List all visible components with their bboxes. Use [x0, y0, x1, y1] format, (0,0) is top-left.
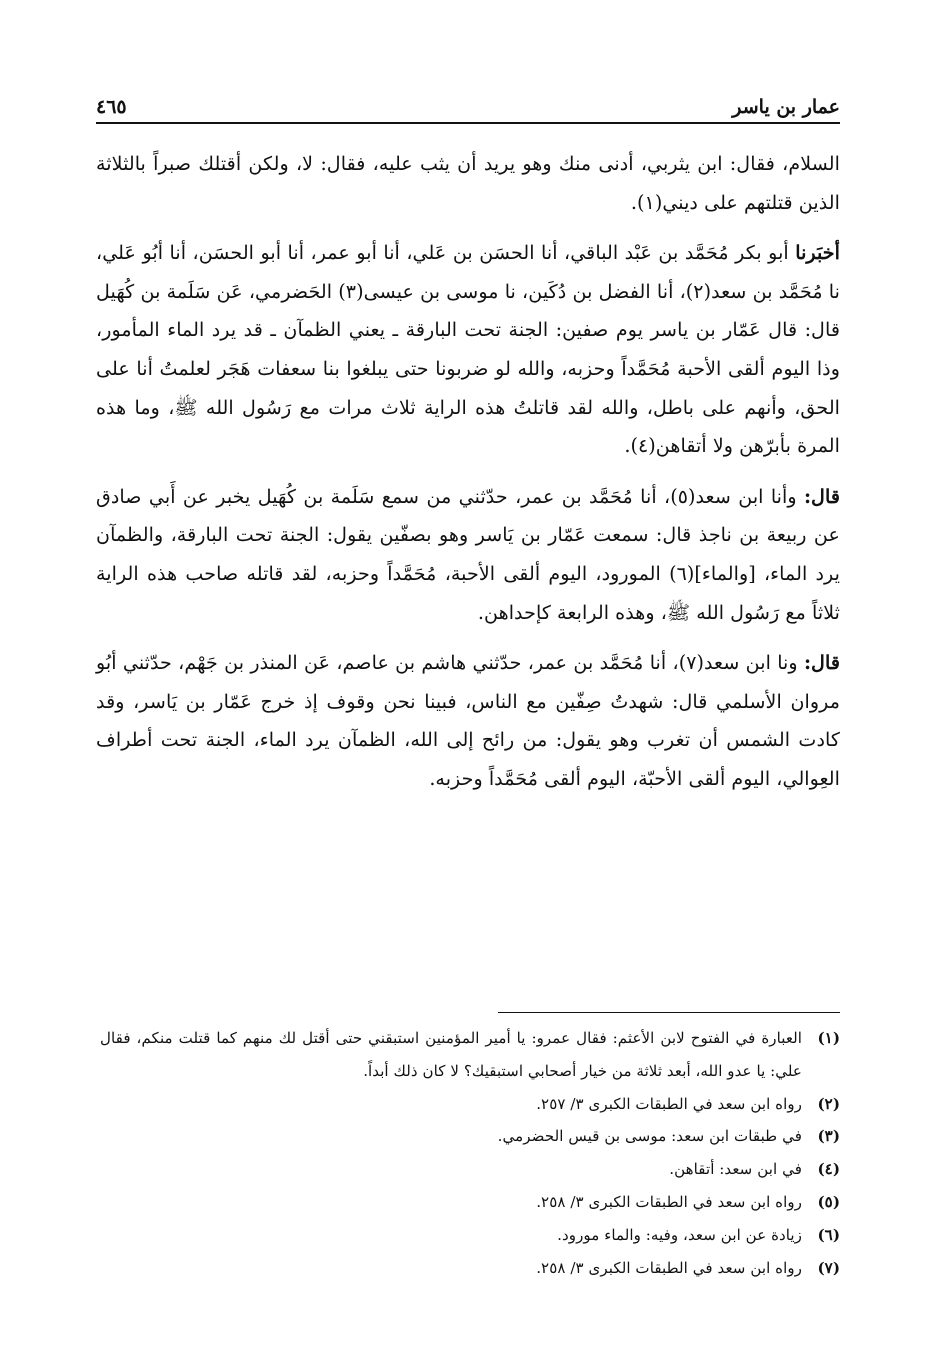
footnote-number: (٤): [817, 1160, 840, 1179]
footnote-text: في ابن سعد: أتقاهن.: [669, 1160, 802, 1179]
footnote-text: رواه ابن سعد في الطبقات الكبرى ٣/ ٢٥٨.: [536, 1258, 802, 1277]
paragraph-2: [96, 234, 840, 466]
paragraph-lead: قال:: [803, 651, 840, 675]
footnote-text: العبارة في الفتوح لابن الأعثم: فقال عمرو: يا أمير المؤمنين استبقني حتى أقتل لك منهم كما قتلت منكم، فقال علي: يا عدو الله، أبعد ثلاثة من خيار أصحابي استبقيك؟ لا كان ذلك أبداً.: [100, 1029, 802, 1080]
paragraph-lead: قال:: [803, 484, 841, 508]
footnote-text: رواه ابن سعد في الطبقات الكبرى ٣/ ٢٥٧.: [536, 1094, 802, 1113]
footnote-text: رواه ابن سعد في الطبقات الكبرى ٣/ ٢٥٨.: [536, 1192, 802, 1211]
paragraph-3: [96, 478, 840, 632]
main-text: [96, 145, 840, 811]
footnote-number: (٣): [817, 1127, 840, 1146]
footnote-3: [100, 1120, 840, 1153]
paragraph-4: [96, 644, 840, 798]
footnotes: [100, 1022, 840, 1284]
paragraph-text: وأنا ابن سعد(٥)، أنا مُحَمَّد بن عمر، حدّثني من سمع سَلَمة بن كُهَيل يخبر عن أَبي صادق عن ربيعة بن ناجذ قال: سمعت عَمّار بن يَاسر وهو بصفّين يقول: الجنة تحت البارقة، والظمآن يرد الماء، [والماء](٦) المورود، اليوم ألقى الأحبة، مُحَمَّداً وحزبه، لقد قاتله صاحب هذه الراية ثلاثاً مع رَسُول الله ﷺ، وهذه الرابعة كإحداهن.: [96, 484, 840, 624]
footnote-number: (١): [817, 1029, 840, 1047]
page-number: ٤٦٥: [96, 96, 127, 118]
running-header: [96, 78, 840, 124]
footnote-7: [100, 1252, 840, 1285]
footnote-2: [100, 1088, 840, 1121]
footnote-number: (٧): [817, 1258, 840, 1277]
footnote-text: في طبقات ابن سعد: موسى بن قيس الحضرمي.: [497, 1127, 802, 1146]
paragraph-text: أبو بكر مُحَمَّد بن عَبْد الباقي، أنا الحسَن بن عَلي، أنا أبو عمر، أنا أبو الحسَن، أنا أبُو عَلي، نا مُحَمَّد بن سعد(٢)، أنا الفضل بن دُكَين، نا موسى بن عيسى(٣) الحَضرمي، عَن سَلَمة بن كُهَيل قال: قال عَمّار بن ياسر يوم صفين: الجنة تحت البارقة ـ يعني الظمآن ـ قد يرد الماء المأمور، وذا اليوم ألقى الأحبة مُحَمَّداً وحزبه، والله لو ضربونا حتى يبلغوا بنا سعفات هَجَر لعلمتُ أنا على الحق، وأنهم على باطل، والله لقد قاتلتُ هذه الراية ثلاث مرات مع رَسُول الله ﷺ، وما هذه المرة بأبرّهن ولا أتقاهن(٤).: [96, 241, 840, 458]
paragraph-text: ونا ابن سعد(٧)، أنا مُحَمَّد بن عمر، حدّثني هاشم بن عاصم، عَن المنذر بن جَهْم، حدّثني أبُو مروان الأسلمي قال: شهدتُ صِفّين مع الناس، فبينا نحن وقوف إذ خرج عَمّار بن يَاسر، وقد كادت الشمس أن تغرب وهو يقول: من رائح إلى الله، الظمآن يرد الماء، الجنة تحت أطراف العِوالي، اليوم ألقى الأحبّة، اليوم ألقى مُحَمَّداً وحزبه.: [96, 651, 840, 790]
paragraph-1: [96, 145, 840, 222]
footnote-number: (٦): [817, 1225, 840, 1244]
footnote-6: [100, 1219, 840, 1252]
footnote-text: زيادة عن ابن سعد، وفيه: والماء مورود.: [557, 1225, 802, 1244]
footnote-5: [100, 1186, 840, 1219]
paragraph-text: السلام، فقال: ابن يثربي، أدنى منك وهو يريد أن يثب عليه، فقال: لا، ولكن أقتلك صبراً بالثلاثة الذين قتلتهم على ديني(١).: [96, 152, 840, 214]
footnote-4: [100, 1153, 840, 1186]
footnote-divider: [498, 1012, 840, 1013]
footnote-1: [100, 1022, 840, 1088]
header-title: عمار بن ياسر: [732, 96, 840, 118]
footnote-number: (٥): [817, 1192, 840, 1211]
paragraph-lead: أخبَرنا: [795, 241, 840, 265]
footnote-number: (٢): [817, 1094, 840, 1113]
